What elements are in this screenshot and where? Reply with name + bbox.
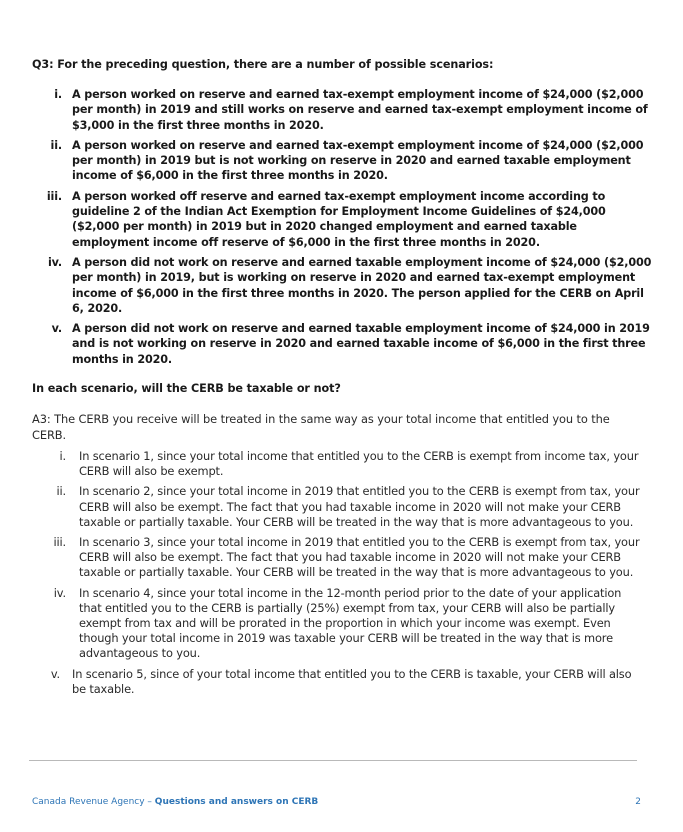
scenario-item-5: [32, 321, 652, 367]
scenario-number: i.: [54, 88, 62, 101]
answer-text: In scenario 2, since your total income in 2019 that entitled you to the CERB is exempt from tax, your CERB will also be exempt. The fact that you had taxable income in 2020 will not make your CERB taxable or partially taxable. Your CERB will be treated in the way that is more advantageous to you.: [79, 484, 640, 529]
answer-text: In scenario 3, since your total income in 2019 that entitled you to the CERB is exempt from tax, your CERB will also be exempt. The fact that you had taxable income in 2020 will not make your CERB taxable or partially taxable. Your CERB will be treated in the way that is more advantageous to you.: [79, 535, 640, 580]
answer-item-5: [32, 667, 644, 697]
footer-separator: –: [144, 797, 155, 807]
footer-divider: [29, 760, 637, 761]
scenario-item-1: [32, 87, 652, 133]
answer-item-2: [32, 484, 644, 530]
answer-number: i.: [59, 449, 66, 463]
answer-number: iii.: [53, 535, 66, 550]
footer-doc-title: Questions and answers on CERB: [154, 797, 319, 807]
question-closing: In each scenario, will the CERB be taxable or not?: [32, 382, 341, 395]
scenario-text: A person worked on reserve and earned tax-exempt employment income of $24,000 ($2,000 per month) in 2019 and still works on reserve and earned tax-exempt employment income of $3,000 in the first three months in 2020.: [72, 88, 648, 132]
footer-agency: Canada Revenue Agency: [32, 797, 145, 807]
answer-text: In scenario 1, since your total income that entitled you to the CERB is exempt from income tax, your CERB will also be exempt.: [79, 449, 639, 479]
scenario-number: ii.: [50, 138, 62, 152]
scenario-list: [32, 87, 652, 372]
answer-number: ii.: [56, 484, 66, 499]
scenario-number: iii.: [46, 189, 62, 203]
answer-item-1: [32, 449, 644, 479]
scenario-item-2: [32, 138, 652, 184]
scenario-item-3: [32, 189, 652, 250]
question-heading: Q3: For the preceding question, there are a number of possible scenarios:: [32, 58, 494, 71]
page-number: 2: [635, 797, 641, 807]
scenario-text: A person worked on reserve and earned tax-exempt employment income of $24,000 ($2,000 per month) in 2019 but is not working on reserve in 2020 and earned taxable employment income of $6,000 in the first three months in 2020.: [72, 138, 644, 183]
answer-item-4: [32, 586, 644, 662]
scenario-text: A person worked off reserve and earned tax-exempt employment income according to guideline 2 of the Indian Act Exemption for Employment Income Guidelines of $24,000 ($2,000 per month) in 2019 but in 2020 changed employment and earned taxable employment income off reserve of $6,000 in the first three months in 2020.: [72, 189, 606, 249]
answer-text: In scenario 4, since your total income in the 12-month period prior to the date of your application that entitled you to the CERB is partially (25%) exempt from tax, your CERB will also be partially exempt from tax and will be prorated in the proportion in which your income was exempt. Even though your total income in 2019 was taxable your CERB will be treated in the way that is more advantageous to you.: [79, 585, 622, 661]
answer-number: iv.: [53, 585, 66, 600]
answer-list: [32, 449, 644, 702]
scenario-number: v.: [51, 322, 62, 336]
answer-number: v.: [50, 666, 60, 681]
scenario-item-4: [32, 255, 652, 316]
scenario-number: iv.: [47, 255, 62, 269]
scenario-text: A person did not work on reserve and earned taxable employment income of $24,000 ($2,000 per month) in 2019, but is working on reserve in 2020 and earned tax-exempt employment income of $6,000 in the first three months in 2020. The person applied for the CERB on April 6, 2020.: [72, 255, 652, 315]
answer-intro: A3: The CERB you receive will be treated in the same way as your total income that entitled you to the CERB.: [32, 412, 610, 442]
scenario-text: A person did not work on reserve and earned taxable employment income of $24,000 in 2019 and is not working on reserve in 2020 and earned taxable income of $6,000 in the first three months in 2020.: [72, 322, 650, 366]
answer-text: In scenario 5, since of your total income that entitled you to the CERB is taxable, your CERB will also be taxable.: [72, 666, 632, 696]
footer-title: [32, 797, 318, 807]
answer-item-3: [32, 535, 644, 581]
